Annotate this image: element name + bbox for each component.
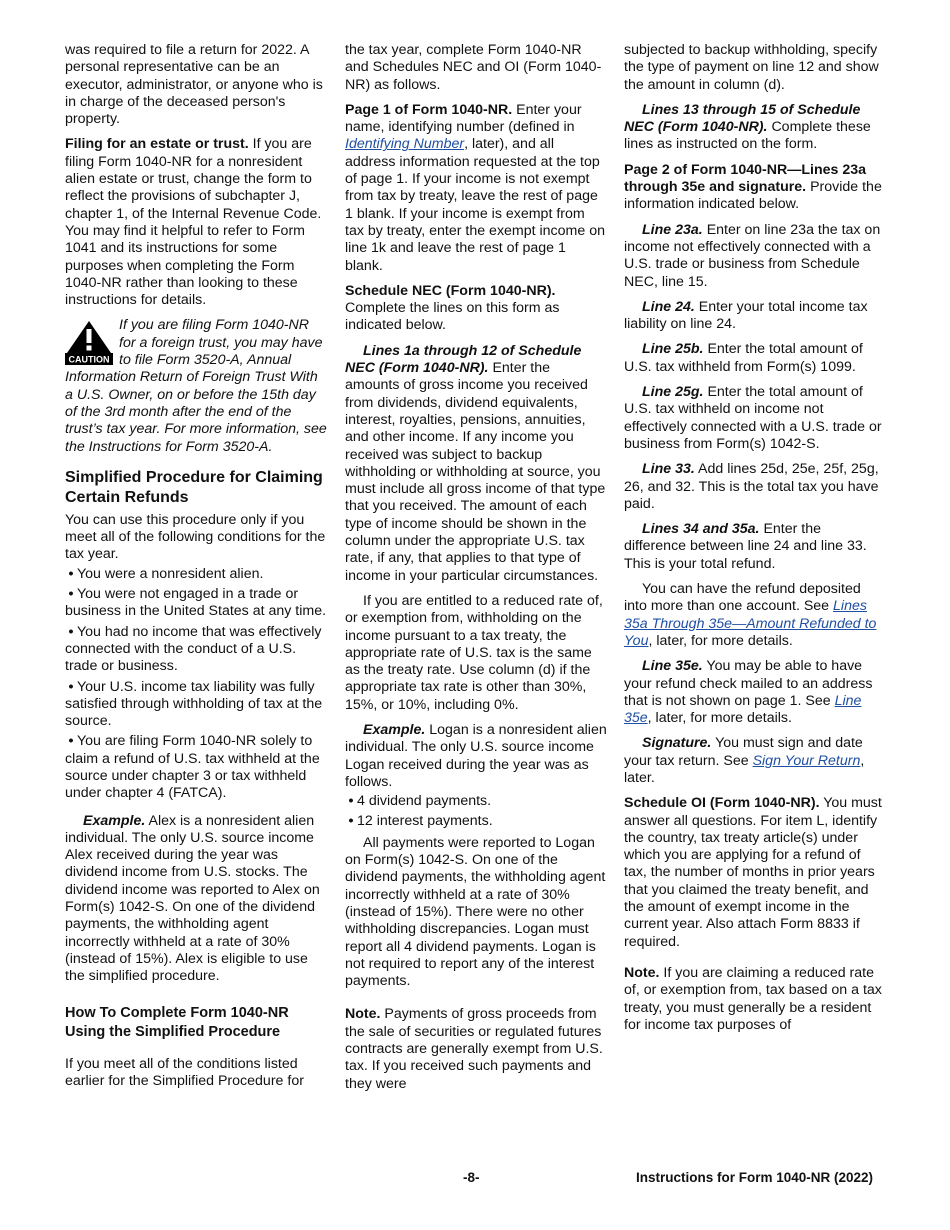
caution-label: CAUTION xyxy=(68,354,110,365)
paragraph-continuation: the tax year, complete Form 1040-NR and Schedules NEC and OI (Form 1040-NR) as follows. xyxy=(345,42,602,93)
paragraph-page1: Page 1 of Form 1040-NR. Enter your name, identifying number (defined in Identifying Number, later), and all address information requested at the top of page 1. If your income is not exempt from tax by treaty, leave the rest of page 1 blank. If your income is exempt from tax by treaty, enter the exempt income on line 1k and leave the rest of page 1 blank. xyxy=(345,101,605,274)
page2-heading: Page 2 of Form 1040-NR—Lines 23a through 35e and signature. xyxy=(624,161,867,196)
caution-text: If you are filing Form 1040-NR for a foreign trust, you may have to file Form 3520-A, Annual Information Return of Foreign Trust With a U.S. Owner, on or before the 15th day of the 3rd month after the end of the trust’s tax year. For more information, see the Instructions for Form 3520-A. xyxy=(65,317,327,455)
how-to-heading: How To Complete Form 1040-NR Using the Simplified Procedure xyxy=(65,1004,289,1040)
line-33-heading: Line 33. xyxy=(642,461,695,478)
paragraph-line-25b: Line 25b. Enter the total amount of U.S. tax withheld from Form(s) 1099. xyxy=(624,341,863,375)
paragraph-note: Note. If you are claiming a reduced rate of, or exemption from, tax based on a tax treaty, you must generally be a resident for income tax purposes of xyxy=(624,964,882,1033)
how-to-text: If you meet all of the conditions listed earlier for the Simplified Procedure for xyxy=(65,1055,304,1089)
caution-box xyxy=(65,317,327,455)
paragraph-note: Note. Payments of gross proceeds from the sale of securities or regulated futures contracts are generally exempt from U.S. tax. If you received such payments and they were xyxy=(345,1006,603,1092)
paragraph-schedule-nec: Schedule NEC (Form 1040-NR). Complete the lines on this form as indicated below. xyxy=(345,282,560,334)
list-item: • You were not engaged in a trade or business in the United States at any time. xyxy=(65,586,327,620)
paragraph-lines-13-15: Lines 13 through 15 of Schedule NEC (Form 1040-NR). Complete these lines as instructed on the form. xyxy=(624,101,871,153)
lines-35a-35e-link[interactable]: Lines 35a Through 35e—Amount Refunded to You xyxy=(624,598,877,649)
paragraph-lines-1a-12: Lines 1a through 12 of Schedule NEC (Form 1040-NR). Enter the amounts of gross income you received from dividends, dividend equivalents, interest, royalties, pensions, annuities, and other income. If any income you received was subject to backup withholding or withholding at source, you must include all gross income of that type that you received. The amount of each type of income should be shown in the column under the appropriate U.S. tax rate, if any, that applies to that type of income in your particular circumstances. xyxy=(345,342,606,584)
paragraph-line-35e: Line 35e. You may be able to have your refund check mailed to an address that is not shown on page 1. See Line 35e, later, for more details. xyxy=(624,658,873,727)
note-heading: Note. xyxy=(345,1006,381,1023)
caution-icon xyxy=(65,319,113,365)
identifying-number-link[interactable]: Identifying Number xyxy=(345,136,465,153)
schedule-oi-heading: Schedule OI (Form 1040-NR). xyxy=(624,795,820,812)
example-logan: Example. Logan is a nonresident alien individual. The only U.S. source income Logan received during the year was as follows. xyxy=(345,721,607,790)
paragraph-lines-34-35a: Lines 34 and 35a. Enter the difference between line 24 and line 33. This is your total refund. xyxy=(624,521,867,572)
page1-heading: Page 1 of Form 1040-NR. xyxy=(345,101,513,118)
example-heading: Example. xyxy=(363,721,426,738)
page-number: -8- xyxy=(463,1170,480,1185)
schedule-nec-heading: Schedule NEC (Form 1040-NR). xyxy=(345,282,556,299)
paragraph-line-23a: Line 23a. Enter on line 23a the tax on income not effectively connected with a U.S. trade or business from Schedule NEC, line 15. xyxy=(624,221,881,290)
simplified-procedure-heading: Simplified Procedure for Claiming Certain Refunds xyxy=(65,468,323,506)
line-25b-heading: Line 25b. xyxy=(642,341,704,358)
simplified-intro: You can use this procedure only if you meet all of the following conditions for the tax year. xyxy=(65,511,326,563)
paragraph-line-25g: Line 25g. Enter the total amount of U.S. tax withheld on income not effectively connected with a U.S. trade or business from Form(s) 1042-S. xyxy=(624,384,882,452)
list-item: • You are filing Form 1040-NR solely to claim a refund of U.S. tax withheld at the source under chapter 3 or tax withheld under chapter 4 (FATCA). xyxy=(65,733,320,802)
line-35e-link[interactable]: Line 35e xyxy=(624,692,862,727)
signature-heading: Signature. xyxy=(642,735,712,752)
sign-your-return-link[interactable]: Sign Your Return xyxy=(752,752,861,769)
paragraph-payments: All payments were reported to Logan on Form(s) 1042-S. On one of the dividend payments, the withholding agent incorrectly withheld at a rate of 30% (instead of 15%). There were no other withholding discrepancies. Logan must report all 4 dividend payments. Logan is not required to report any of the interest payments. xyxy=(345,834,606,990)
estate-trust-text: If you are filing Form 1040-NR for a nonresident alien estate or trust, change the form to reflect the provisions of subchapter J, chapter 1, of the Internal Revenue Code. You may find it helpful to refer to Form 1041 and its instructions for some purposes when completing the Form 1040-NR rather than looking to these instructions for details. xyxy=(65,136,322,309)
form-reference: Instructions for Form 1040-NR (2022) xyxy=(636,1170,874,1185)
paragraph-line-33: Line 33. Add lines 25d, 25e, 25f, 25g, 26, and 32. This is the total tax you have paid. xyxy=(624,461,879,512)
paragraph-line-24: Line 24. Enter your total income tax liability on line 24. xyxy=(624,298,868,333)
paragraph-page2: Page 2 of Form 1040-NR—Lines 23a through 35e and signature. Provide the information indicated below. xyxy=(624,161,882,213)
line-25g-heading: Line 25g. xyxy=(642,384,704,401)
lines-34-35a-heading: Lines 34 and 35a. xyxy=(642,521,760,538)
note-heading: Note. xyxy=(624,964,660,981)
line-24-heading: Line 24. xyxy=(642,298,695,315)
example-text: Alex is a nonresident alien individual. The only U.S. source income Alex received during the year was dividend income from U.S. stocks. The dividend income was reported to Alex on Form(s) 1042-S. On one of the dividend payments, the withholding agent incorrectly withheld at a rate of 30% (instead of 15%). Alex is eligible to use the simplified procedure. xyxy=(65,812,320,985)
paragraph-reduced-rate: If you are entitled to a reduced rate of, or exemption from, withholding on the income pursuant to a tax treaty, the appropriate rate of U.S. tax is the same as the treaty rate. Use column (d) if the appropriate tax rate is other than 30%, 15%, or 10%, including 0%. xyxy=(345,592,603,713)
list-item: • Your U.S. income tax liability was fully satisfied through withholding of tax at the source. xyxy=(65,678,323,730)
line-35e-heading: Line 35e. xyxy=(642,658,703,675)
column-middle xyxy=(345,42,607,1101)
paragraph-refund-deposit: You can have the refund deposited into more than one account. See Lines 35a Through 35e—Amount Refunded to You, later, for more details. xyxy=(624,581,877,649)
lines-13-15-heading: Lines 13 through 15 of Schedule NEC (Form 1040-NR). xyxy=(624,101,861,136)
paragraph-schedule-oi: Schedule OI (Form 1040-NR). You must answer all questions. For item L, identify the country, tax treaty article(s) under which you are applying for a refund of tax, the number of months in prior years that you claimed the treaty benefit, and the amount of exempt income in the current year. Also attach Form 8833 if required. xyxy=(624,795,882,950)
paragraph-estate-trust xyxy=(65,136,327,309)
list-item: • 12 interest payments. xyxy=(348,813,493,830)
example-alex xyxy=(65,813,327,986)
logan-income-list xyxy=(345,793,607,831)
list-item: • 4 dividend payments. xyxy=(348,793,492,810)
paragraph-representative: was required to file a return for 2022. A personal representative can be an executor, administrator, or anyone who is in charge of the deceased person's property. xyxy=(65,42,323,128)
column-left xyxy=(65,42,327,1098)
line-23a-heading: Line 23a. xyxy=(642,221,703,238)
paragraph-continuation: subjected to backup withholding, specify the type of payment on line 12 and show the amount in column (d). xyxy=(624,42,879,93)
list-item: • You were a nonresident alien. xyxy=(68,565,264,582)
column-right xyxy=(624,42,886,1042)
paragraph-signature: Signature. You must sign and date your tax return. See Sign Your Return, later. xyxy=(624,735,865,786)
conditions-list xyxy=(65,566,327,803)
list-item: • You had no income that was effectively connected with the conduct of a U.S. trade or business. xyxy=(65,623,322,675)
estate-trust-heading: Filing for an estate or trust. xyxy=(65,136,249,153)
lines-1a-12-heading: Lines 1a through 12 of Schedule NEC (Form 1040-NR). xyxy=(345,342,582,377)
example-heading: Example. xyxy=(83,812,146,829)
